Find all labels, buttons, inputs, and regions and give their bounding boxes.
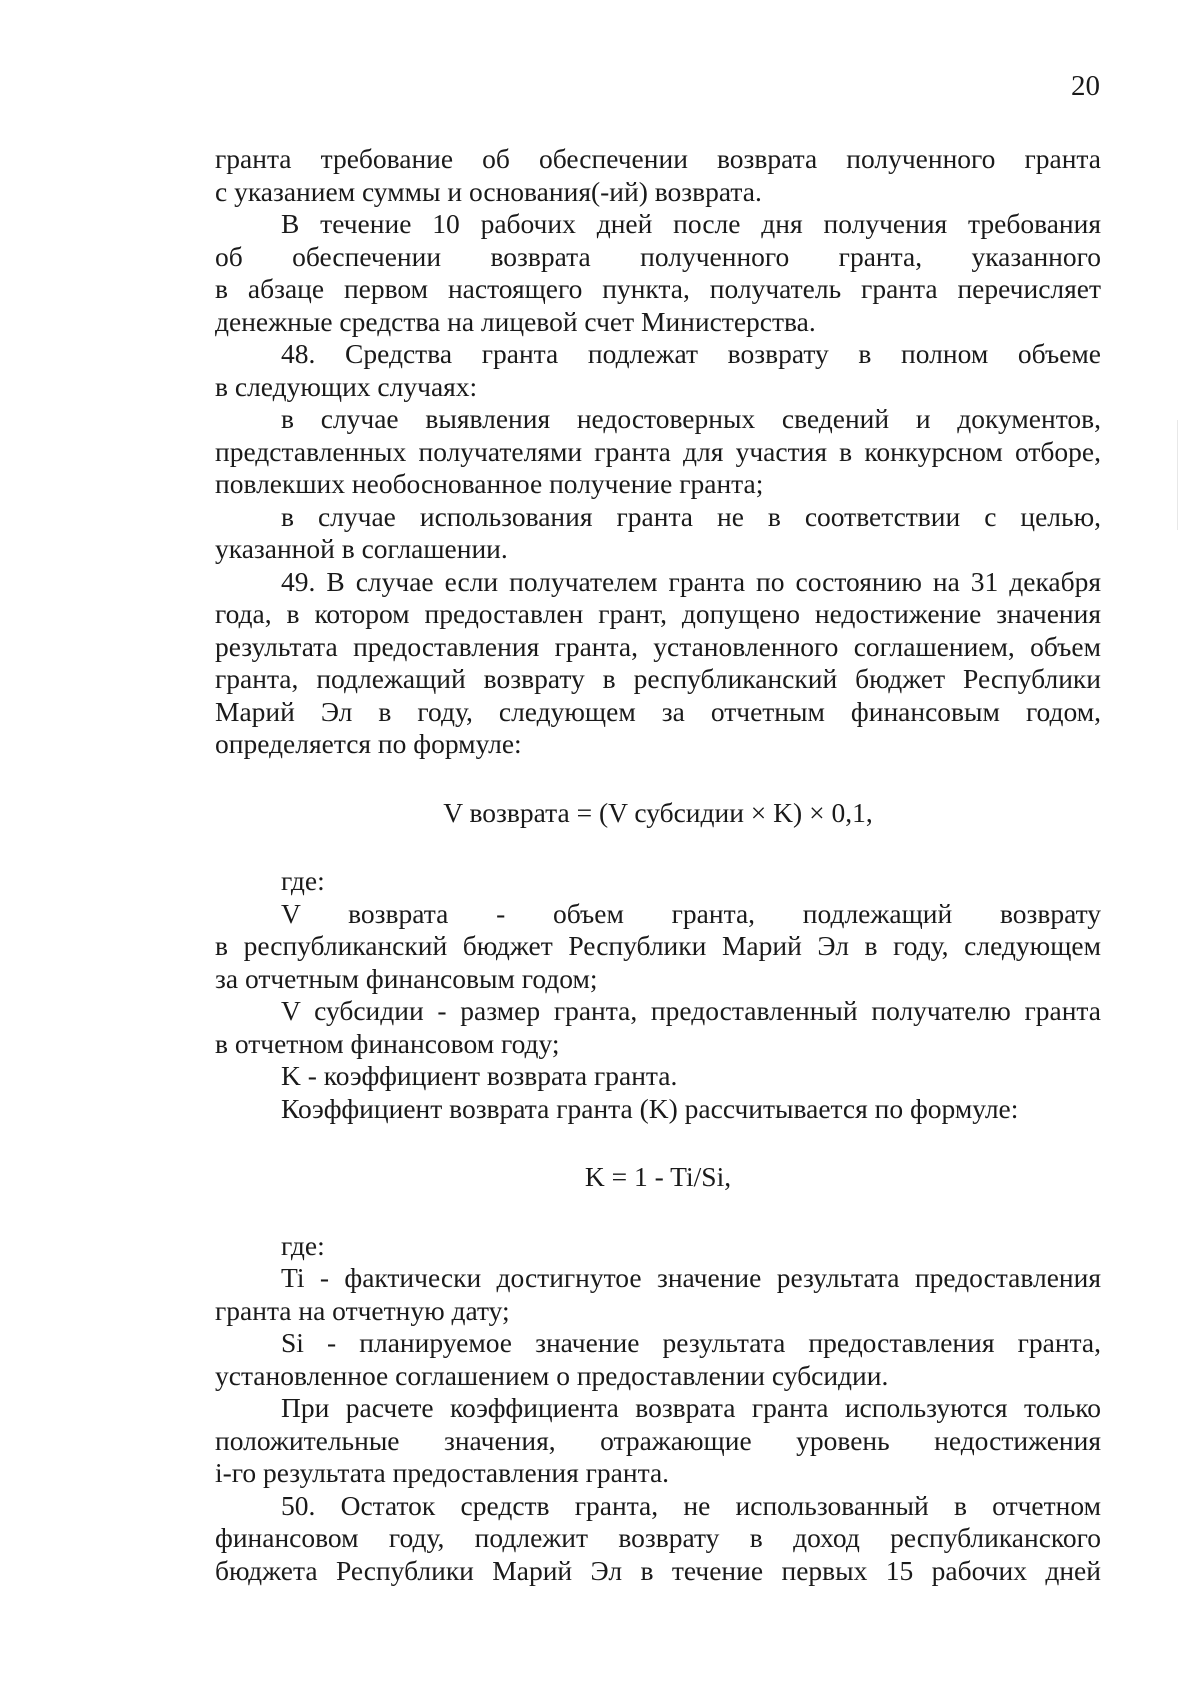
- text-line: года, в котором предоставлен грант, допущено недостижение значения: [215, 598, 1101, 629]
- formula-return-volume: V возврата = (V субсидии × K) × 0,1,: [443, 796, 873, 828]
- text-line: установленное соглашением о предоставлении субсидии.: [215, 1359, 889, 1391]
- definition: [215, 1327, 1101, 1392]
- paragraph: [215, 143, 1101, 208]
- text-line: представленных получателями гранта для участия в конкурсном отборе,: [215, 435, 1101, 467]
- document-body: [215, 143, 1101, 1587]
- text-line: определяется по формуле:: [215, 728, 522, 759]
- page-number: 20: [1071, 70, 1100, 102]
- text-line: V возврата - объем гранта, подлежащий возврату: [281, 897, 1101, 929]
- definition: [215, 1060, 1101, 1093]
- scan-artifact: [1177, 420, 1178, 530]
- text-line: 49. В случае если получателем гранта по состоянию на 31 декабря: [281, 565, 1101, 597]
- text-line: указанной в соглашении.: [215, 533, 508, 564]
- text-line: V субсидии - размер гранта, предоставленный получателю гранта: [281, 995, 1101, 1026]
- text-line: бюджета Республики Марий Эл в течение первых 15 рабочих дней: [215, 1554, 1101, 1586]
- paragraph: [215, 208, 1101, 338]
- definition: [215, 898, 1101, 996]
- formula-coefficient: K = 1 - Ti/Si,: [584, 1161, 732, 1192]
- paragraph: [215, 1490, 1101, 1588]
- text-line: положительные значения, отражающие уровень недостижения: [215, 1424, 1101, 1456]
- text-line: в следующих случаях:: [215, 370, 478, 402]
- paragraph: [215, 1093, 1101, 1126]
- text-line: гранта на отчетную дату;: [215, 1294, 510, 1326]
- text-line: результата предоставления гранта, установленного соглашением, объем: [215, 630, 1101, 662]
- text-line: 50. Остаток средств гранта, не использованный в отчетном: [281, 1489, 1101, 1521]
- paragraph: [215, 501, 1101, 566]
- definition: [215, 995, 1101, 1060]
- text-line: 48. Средства гранта подлежат возврату в полном объеме: [281, 338, 1101, 369]
- paragraph: [215, 1392, 1101, 1490]
- text-line: в случае использования гранта не в соответствии с целью,: [281, 500, 1101, 532]
- text-line: i-го результата предоставления гранта.: [215, 1457, 670, 1488]
- text-line: K - коэффициент возврата гранта.: [281, 1060, 678, 1091]
- paragraph: [215, 566, 1101, 761]
- text-line: Марий Эл в году, следующем за отчетным финансовым годом,: [215, 695, 1101, 727]
- text-line: В течение 10 рабочих дней после дня получения требования: [281, 208, 1101, 239]
- text-line: Ti - фактически достигнутое значение результата предоставления: [281, 1262, 1101, 1293]
- text-line: финансовом году, подлежит возврату в доход республиканского: [215, 1522, 1101, 1553]
- text-line: повлекших необоснованное получение гранта;: [215, 468, 764, 499]
- text-line: в республиканский бюджет Республики Марий Эл в году, следующем: [215, 930, 1101, 961]
- where-label: где:: [281, 1229, 325, 1261]
- text-line: в абзаце первом настоящего пункта, получатель гранта перечисляет: [215, 273, 1101, 304]
- definition: [215, 1262, 1101, 1327]
- text-line: за отчетным финансовым годом;: [215, 962, 598, 994]
- paragraph: [215, 403, 1101, 501]
- paragraph: [215, 338, 1101, 403]
- text-line: в отчетном финансовом году;: [215, 1027, 560, 1059]
- text-line: При расчете коэффициента возврата гранта используются только: [281, 1392, 1101, 1423]
- where-label: где:: [281, 865, 325, 896]
- text-line: об обеспечении возврата полученного гранта, указанного: [215, 240, 1101, 272]
- text-line: Коэффициент возврата гранта (K) рассчитывается по формуле:: [281, 1092, 1019, 1124]
- text-line: гранта, подлежащий возврату в республиканский бюджет Республики: [215, 663, 1101, 694]
- text-line: Si - планируемое значение результата предоставления гранта,: [281, 1327, 1101, 1358]
- text-line: денежные средства на лицевой счет Министерства.: [215, 305, 816, 337]
- text-line: с указанием суммы и основания(-ий) возврата.: [215, 175, 762, 207]
- text-line: в случае выявления недостоверных сведений и документов,: [281, 403, 1101, 434]
- text-line: гранта требование об обеспечении возврата полученного гранта: [215, 143, 1101, 174]
